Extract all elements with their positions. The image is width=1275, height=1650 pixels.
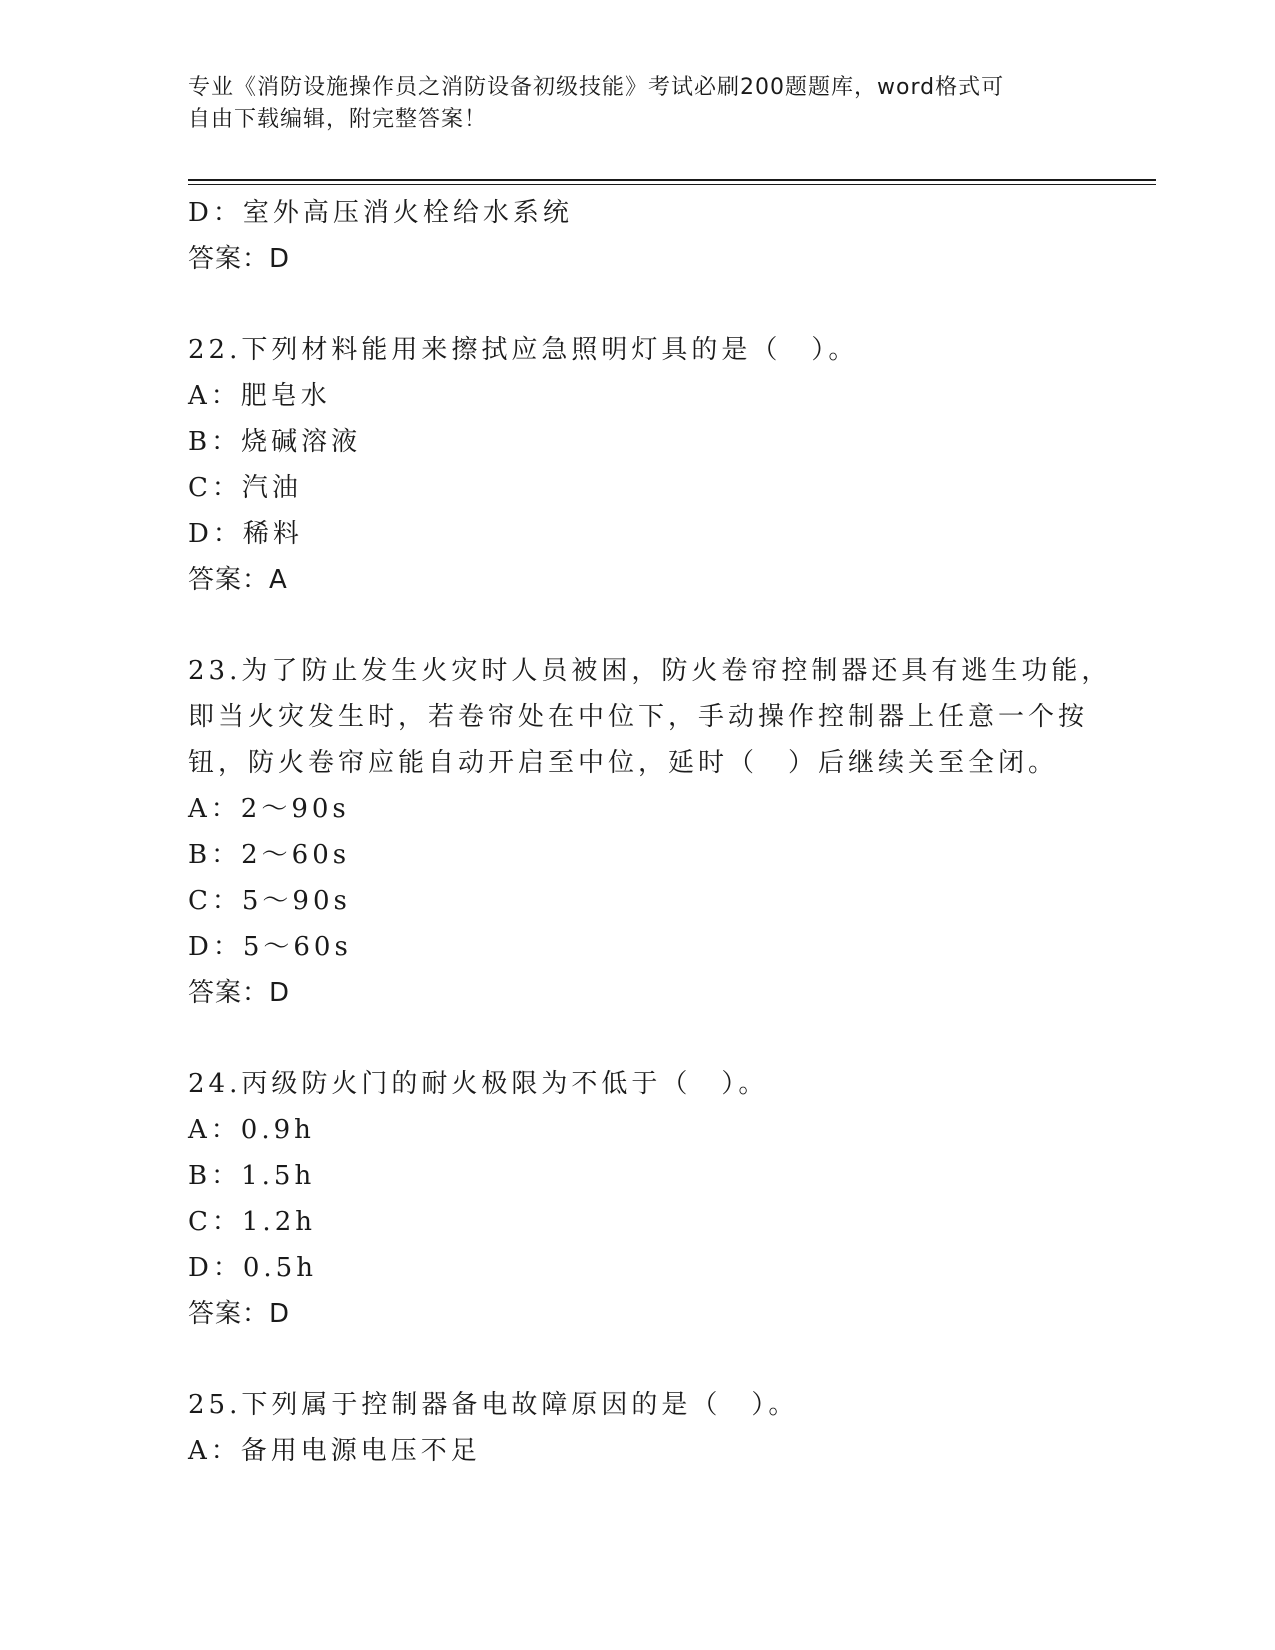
spacer — [188, 1337, 1088, 1382]
option-c: C：1.2h — [188, 1207, 316, 1237]
question-list — [188, 190, 1112, 1474]
option-a: A：备用电源电压不足 — [188, 1436, 481, 1466]
header-line-2: 自由下载编辑，附完整答案！ — [188, 107, 488, 132]
spacer — [188, 603, 1088, 648]
carryover-answer: 答案：D — [188, 244, 291, 274]
header-divider-thick — [188, 179, 1156, 181]
answer: 答案：D — [188, 1299, 291, 1329]
answer: 答案：D — [188, 978, 291, 1008]
carryover-option-d: D：室外高压消火栓给水系统 — [188, 198, 573, 228]
option-b: B：2～60s — [188, 840, 351, 870]
spacer — [188, 1016, 1088, 1061]
document-header — [188, 72, 1088, 136]
option-d: D：0.5h — [188, 1253, 317, 1283]
question-22 — [188, 327, 1088, 603]
option-a: A：0.9h — [188, 1115, 315, 1145]
header-divider-thin — [188, 184, 1156, 185]
option-a: A：肥皂水 — [188, 381, 331, 411]
spacer — [188, 282, 1088, 327]
option-a: A：2～90s — [188, 794, 350, 824]
question-stem: 25.下列属于控制器备电故障原因的是（ ）。 — [188, 1390, 799, 1420]
question-stem: 23.为了防止发生火灾时人员被困，防火卷帘控制器还具有逃生功能， — [188, 656, 1112, 686]
question-25 — [188, 1382, 1088, 1474]
answer: 答案：A — [188, 565, 288, 595]
header-line-1: 专业《消防设施操作员之消防设备初级技能》考试必刷200题题库，word格式可 — [188, 75, 1005, 100]
option-c: C：汽油 — [188, 473, 302, 503]
option-d: D：5～60s — [188, 932, 352, 962]
question-24 — [188, 1061, 1088, 1337]
question-stem: 22.下列材料能用来擦拭应急照明灯具的是（ ）。 — [188, 335, 859, 365]
question-stem: 24.丙级防火门的耐火极限为不低于（ ）。 — [188, 1069, 769, 1099]
option-c: C：5～90s — [188, 886, 351, 916]
option-d: D：稀料 — [188, 519, 303, 549]
option-b: B：1.5h — [188, 1161, 316, 1191]
question-stem: 即当火灾发生时，若卷帘处在中位下，手动操作控制器上任意一个按 — [188, 702, 1089, 732]
option-b: B：烧碱溶液 — [188, 427, 362, 457]
question-stem: 钮，防火卷帘应能自动开启至中位，延时（ ）后继续关至全闭。 — [188, 748, 1059, 778]
question-23 — [188, 648, 1112, 1016]
